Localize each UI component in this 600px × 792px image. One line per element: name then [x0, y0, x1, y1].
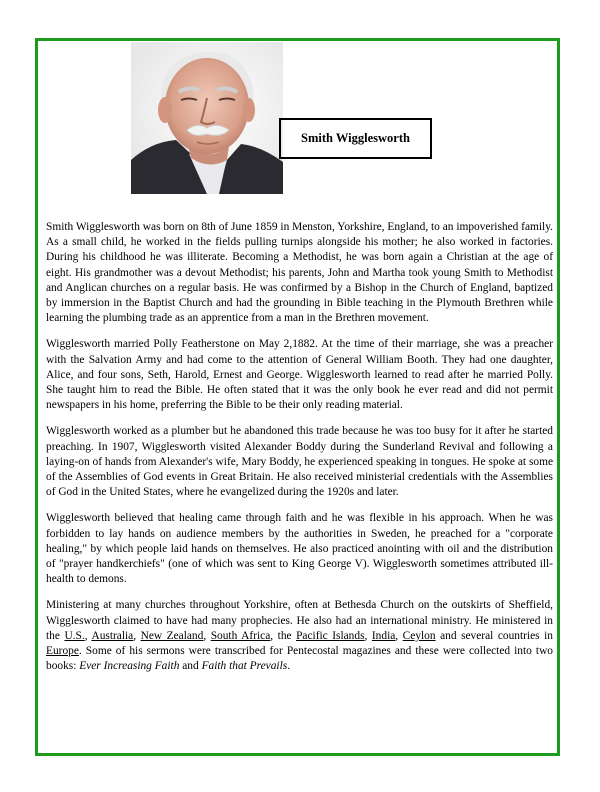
book-title-1: Ever Increasing Faith [79, 660, 180, 673]
title-box [279, 118, 432, 159]
paragraph-5-text-1: Ministering at many churches throughout Yorkshire, often at Bethesda Church on the outskirts of Sheffield, Wigglesworth claimed to have had many prophecies. He also had an international ministry. He ministered in the [46, 599, 553, 642]
separator: , the [270, 629, 297, 642]
book-title-2: Faith that Prevails [201, 660, 288, 673]
link-pacific-islands[interactable]: Pacific Islands [296, 629, 365, 642]
separator: . [287, 660, 291, 673]
portrait-photo [131, 42, 283, 194]
article-body [46, 220, 553, 685]
link-europe[interactable]: Europe [46, 645, 79, 658]
paragraph-1: Smith Wigglesworth was born on 8th of June 1859 in Menston, Yorkshire, England, to an impoverished family. As a small child, he worked in the fields pulling turnips alongside his mother; he also worked in factories. During his childhood he was illiterate. Becoming a Methodist, he was born again a Christian at the age of eight. His grandmother was a devout Methodist; his parents, John and Martha took young Smith to Methodist and Anglican churches on a regular basis. He was confirmed by a Bishop in the Church of England, baptized by immersion in the Baptist Church and had the grounding in Bible teaching in the Plymouth Brethren while learning the plumbing trade as an apprentice from a man in the Brethren movement. [46, 221, 554, 325]
separator: , [84, 629, 92, 642]
paragraph-4: Wigglesworth believed that healing came through faith and he was flexible in his approach. When he was forbidden to lay hands on audience members by the authorities in Sweden, he preached for a "corporate healing," by which people laid hands on themselves. He also practiced anointing with oil and the distribution of "prayer handkerchiefs" (one of which was sent to King George V). Wigglesworth sometimes attributed ill-health to demons. [46, 512, 553, 586]
paragraph-3: Wigglesworth worked as a plumber but he abandoned this trade because he was too busy for it after he started preaching. In 1907, Wigglesworth visited Alexander Boddy during the Sunderland Revival and following a laying-on of hands from Alexander's wife, Mary Boddy, he experienced speaking in tongues. He spoke at some of the Assemblies of God events in Great Britain. He also received ministerial credentials with the Assemblies of God in the United States, where he evangelized during the 1920s and later. [46, 425, 553, 499]
separator: and [179, 660, 202, 673]
paragraph-5 [46, 598, 553, 674]
separator: , [364, 629, 372, 642]
link-ceylon[interactable]: Ceylon [402, 629, 436, 642]
paragraph-5-text-2: . Some of his sermons were transcribed for Pentecostal magazines and these were collected into two books: [46, 645, 553, 673]
paragraph-2: Wigglesworth married Polly Featherstone on May 2,1882. At the time of their marriage, she was a preacher with the Salvation Army and had come to the attention of General William Booth. They had one daughter, Alice, and four sons, Seth, Harold, Ernest and George. Wigglesworth learned to read after he married Polly. She taught him to read the Bible. He often stated that it was the only book he ever read and did not permit newspapers in his home, preferring the Bible to be their only reading material. [46, 338, 553, 412]
separator: , [395, 629, 403, 642]
link-south-africa[interactable]: South Africa [210, 629, 271, 642]
link-australia[interactable]: Australia [91, 629, 134, 642]
link-new-zealand[interactable]: New Zealand [140, 629, 204, 642]
separator: , [133, 629, 141, 642]
separator: , [203, 629, 211, 642]
separator: and several countries in [435, 629, 553, 642]
page-title: Smith Wigglesworth [301, 131, 410, 145]
link-india[interactable]: India [371, 629, 396, 642]
link-us[interactable]: U.S. [64, 629, 85, 642]
